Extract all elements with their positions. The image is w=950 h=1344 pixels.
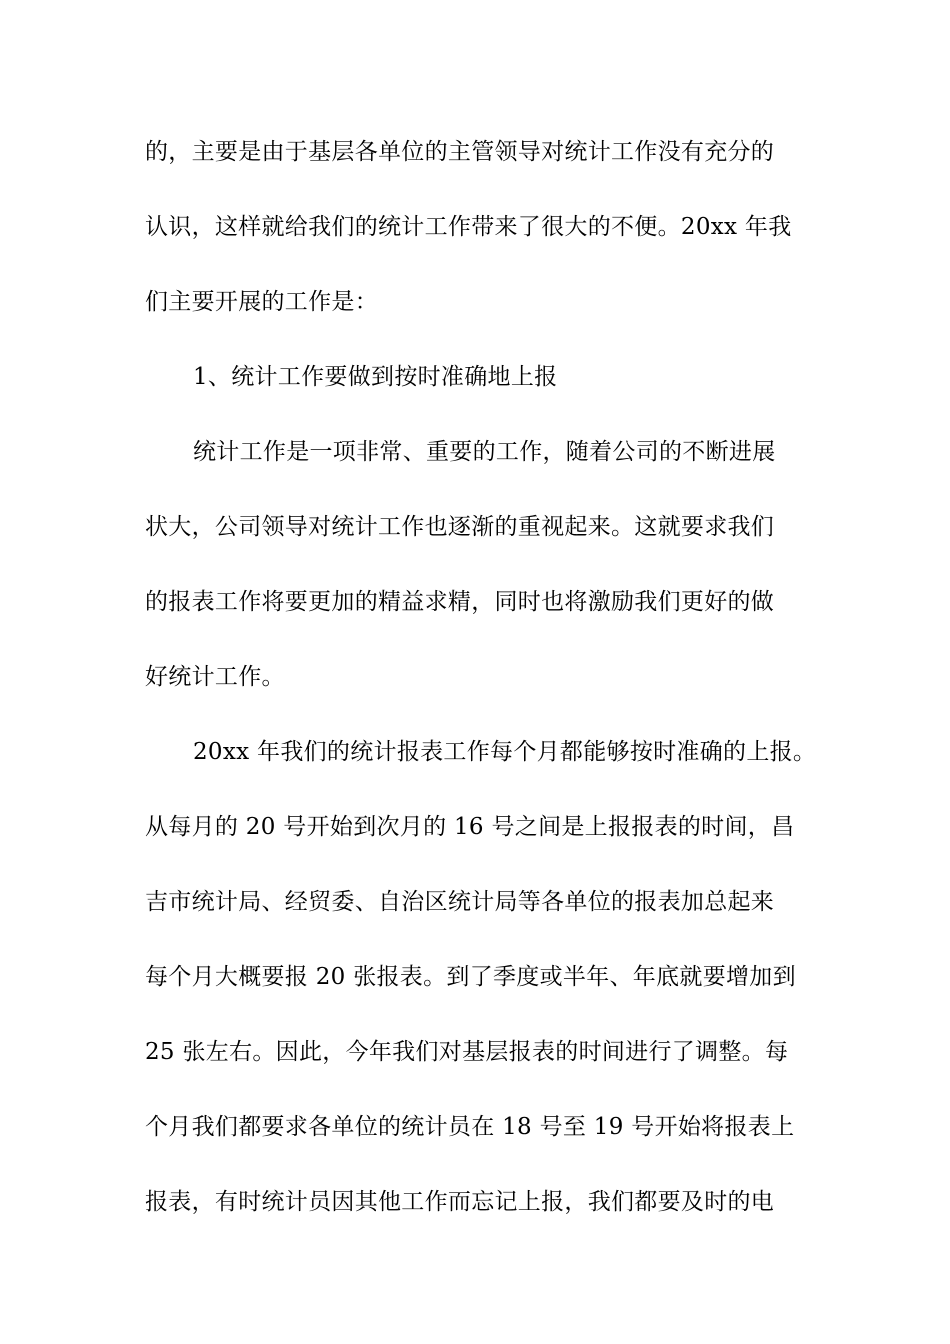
text-line-13: 25 张左右。因此，今年我们对基层报表的时间进行了调整。每 xyxy=(145,1039,789,1065)
text-line-3: 们主要开展的工作是： xyxy=(145,289,378,315)
document-body xyxy=(145,127,817,1252)
text-line-5: 统计工作是一项非常、重要的工作，随着公司的不断进展 xyxy=(193,439,776,465)
text-line-12: 每个月大概要报 20 张报表。到了季度或半年、年底就要增加到 xyxy=(145,964,796,990)
text-line-10: 从每月的 20 号开始到次月的 16 号之间是上报报表的时间，昌 xyxy=(145,814,795,840)
text-line-2: 认识，这样就给我们的统计工作带来了很大的不便。20xx 年我 xyxy=(145,214,792,240)
text-line-6: 状大，公司领导对统计工作也逐渐的重视起来。这就要求我们 xyxy=(145,514,775,540)
text-line-14: 个月我们都要求各单位的统计员在 18 号至 19 号开始将报表上 xyxy=(145,1114,795,1140)
text-line-11: 吉市统计局、经贸委、自治区统计局等各单位的报表加总起来 xyxy=(145,889,775,915)
text-line-9: 20xx 年我们的统计报表工作每个月都能够按时准确的上报。 xyxy=(193,739,817,765)
section-heading: 1、统计工作要做到按时准确地上报 xyxy=(193,364,558,390)
text-line-7: 的报表工作将要更加的精益求精，同时也将激励我们更好的做 xyxy=(145,589,775,615)
text-line-15: 报表，有时统计员因其他工作而忘记上报，我们都要及时的电 xyxy=(145,1189,775,1215)
text-line-8: 好统计工作。 xyxy=(145,664,285,690)
text-line-1: 的，主要是由于基层各单位的主管领导对统计工作没有充分的 xyxy=(145,139,775,165)
